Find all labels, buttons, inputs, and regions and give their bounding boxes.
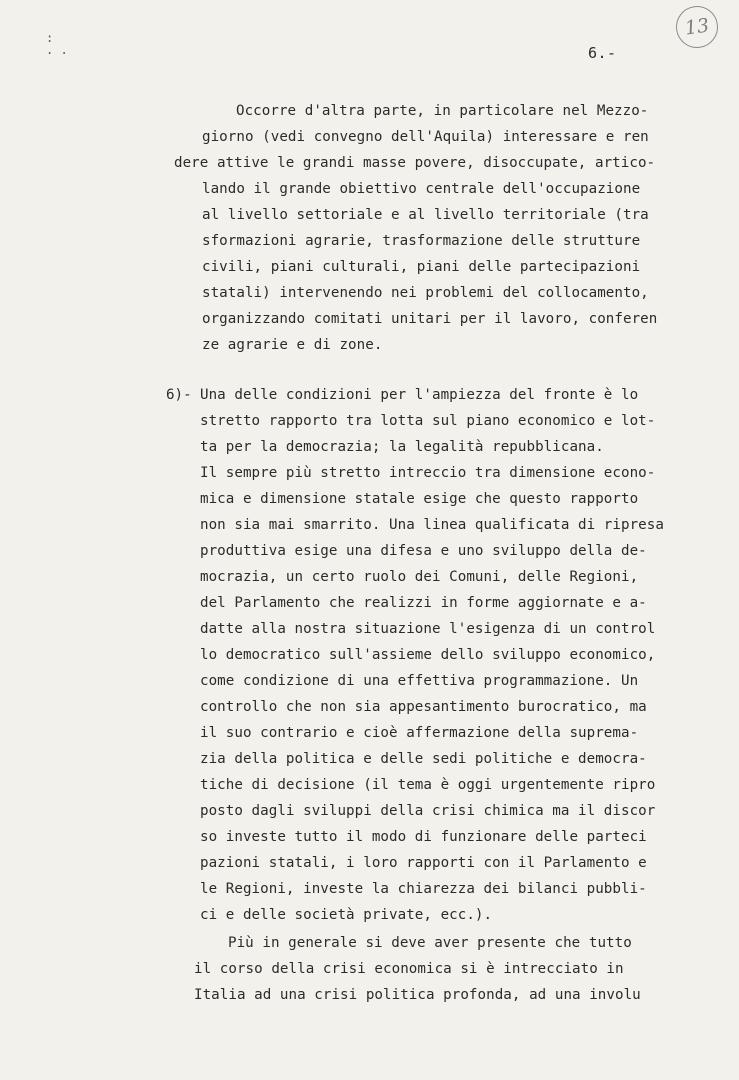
text-line: Più in generale si deve aver presente che tutto <box>228 935 632 951</box>
text-line: il corso della crisi economica si è intrecciato in <box>194 961 624 977</box>
text-line: zia della politica e delle sedi politiche e democra- <box>200 751 647 767</box>
text-line: ze agrarie e di zone. <box>202 337 383 353</box>
text-line: datte alla nostra situazione l'esigenza di un control <box>200 621 656 637</box>
text-line: statali) intervenendo nei problemi del collocamento, <box>202 285 649 301</box>
text-line: Italia ad una crisi politica profonda, ad una involu <box>194 987 641 1003</box>
text-line: del Parlamento che realizzi in forme aggiornate e a- <box>200 595 647 611</box>
text-line: Una delle condizioni per l'ampiezza del fronte è lo <box>200 387 639 403</box>
text-line: pazioni statali, i loro rapporti con il Parlamento e <box>200 855 647 871</box>
text-line: il suo contrario e cioè affermazione della suprema- <box>200 725 639 741</box>
page-number: 6.- <box>588 44 617 62</box>
margin-marks: : . . <box>46 31 68 57</box>
archive-page-stamp: 13 <box>673 3 720 50</box>
text-line: giorno (vedi convegno dell'Aquila) interessare e ren <box>202 129 649 145</box>
text-line: le Regioni, investe la chiarezza dei bilanci pubbli- <box>200 881 647 897</box>
text-line: dere attive le grandi masse povere, disoccupate, artico- <box>174 155 656 171</box>
text-line: so investe tutto il modo di funzionare delle parteci <box>200 829 647 845</box>
text-line: tiche di decisione (il tema è oggi urgentemente ripro <box>200 777 656 793</box>
text-line: ci e delle società private, ecc.). <box>200 907 493 923</box>
text-line: al livello settoriale e al livello territoriale (tra <box>202 207 649 223</box>
text-line: organizzando comitati unitari per il lavoro, conferen <box>202 311 658 327</box>
text-line: produttiva esige una difesa e uno sviluppo della de- <box>200 543 647 559</box>
section-marker: 6)- <box>166 387 192 403</box>
text-line: mica e dimensione statale esige che questo rapporto <box>200 491 639 507</box>
text-line: civili, piani culturali, piani delle partecipazioni <box>202 259 641 275</box>
text-line: stretto rapporto tra lotta sul piano economico e lot- <box>200 413 656 429</box>
text-line: Occorre d'altra parte, in particolare nel Mezzo- <box>236 103 649 119</box>
text-line: lando il grande obiettivo centrale dell'occupazione <box>202 181 641 197</box>
text-line: come condizione di una effettiva programmazione. Un <box>200 673 639 689</box>
text-line: ta per la democrazia; la legalità repubblicana. <box>200 439 604 455</box>
text-line: controllo che non sia appesantimento burocratico, ma <box>200 699 647 715</box>
text-line: Il sempre più stretto intreccio tra dimensione econo- <box>200 465 656 481</box>
text-line: lo democratico sull'assieme dello sviluppo economico, <box>200 647 656 663</box>
text-line: mocrazia, un certo ruolo dei Comuni, delle Regioni, <box>200 569 639 585</box>
text-line: sformazioni agrarie, trasformazione delle strutture <box>202 233 641 249</box>
text-line: posto dagli sviluppi della crisi chimica ma il discor <box>200 803 656 819</box>
text-line: non sia mai smarrito. Una linea qualificata di ripresa <box>200 517 664 533</box>
